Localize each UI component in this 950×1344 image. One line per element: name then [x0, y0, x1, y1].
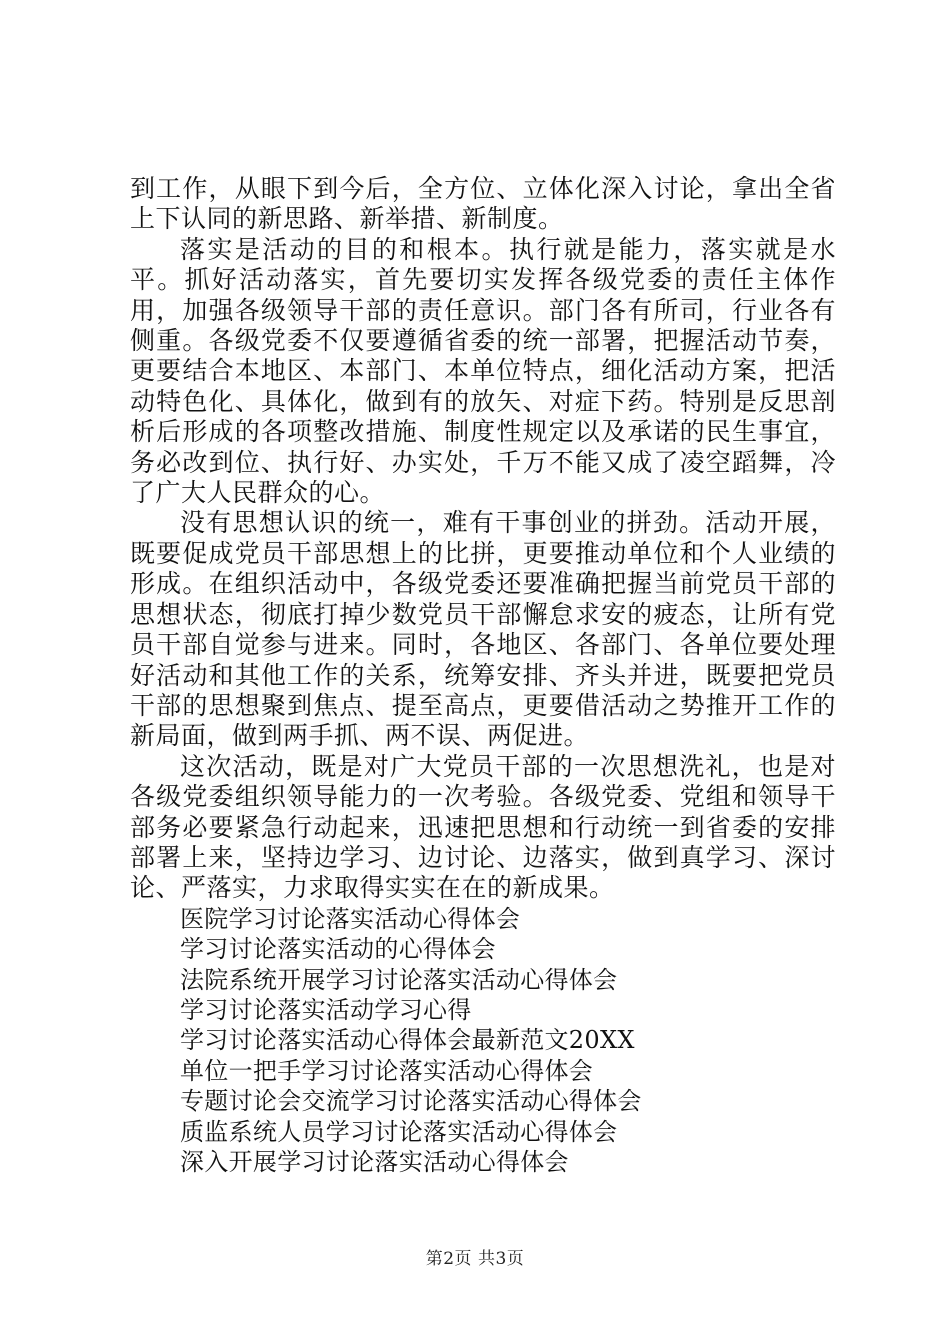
related-title: 质监系统人员学习讨论落实活动心得体会	[180, 1117, 618, 1146]
related-titles-list	[130, 904, 836, 1178]
paragraph-3: 没有思想认识的统一，难有干事创业的拼劲。活动开展，既要促成党员干部思想上的比拼，更要推动单位和个人业绩的形成。在组织活动中，各级党委还要准确把握当前党员干部的思想状态，彻底打掉少数党员干部懈怠求安的疲态，让所有党员干部自觉参与进来。同时，各地区、各部门、各单位要处理好活动和其他工作的关系，统筹安排、齐头并进，既要把党员干部的思想聚到焦点、提至高点，更要借活动之势推开工作的新局面，做到两手抓、两不误、两促进。	[130, 508, 836, 751]
document-body	[130, 174, 836, 1177]
related-title: 学习讨论落实活动的心得体会	[180, 935, 496, 964]
related-title: 医院学习讨论落实活动心得体会	[180, 904, 521, 933]
paragraph-1: 到工作，从眼下到今后，全方位、立体化深入讨论，拿出全省上下认同的新思路、新举措、新制度。	[130, 174, 836, 234]
related-title: 学习讨论落实活动心得体会最新范文20XX	[180, 1026, 635, 1055]
paragraph-2: 落实是活动的目的和根本。执行就是能力，落实就是水平。抓好活动落实，首先要切实发挥各级党委的责任主体作用，加强各级领导干部的责任意识。部门各有所司，行业各有侧重。各级党委不仅要遵循省委的统一部署，把握活动节奏，更要结合本地区、本部门、本单位特点，细化活动方案，把活动特色化、具体化，做到有的放矢、对症下药。特别是反思剖析后形成的各项整改措施、制度性规定以及承诺的民生事宜，务必改到位、执行好、办实处，千万不能又成了凌空蹈舞，冷了广大人民群众的心。	[130, 234, 836, 508]
related-title: 单位一把手学习讨论落实活动心得体会	[180, 1056, 594, 1085]
related-title: 法院系统开展学习讨论落实活动心得体会	[180, 965, 618, 994]
related-title: 深入开展学习讨论落实活动心得体会	[180, 1148, 569, 1176]
related-title: 学习讨论落实活动学习心得	[180, 995, 472, 1024]
related-title: 专题讨论会交流学习讨论落实活动心得体会	[180, 1087, 642, 1116]
paragraph-4: 这次活动，既是对广大党员干部的一次思想洗礼，也是对各级党委组织领导能力的一次考验。各级党委、党组和领导干部务必要紧急行动起来，迅速把思想和行动统一到省委的安排部署上来，坚持边学习、边讨论、边落实，做到真学习、深讨论、严落实，力求取得实实在在的新成果。	[130, 751, 836, 903]
page-footer: 第2页 共3页	[425, 1249, 525, 1269]
